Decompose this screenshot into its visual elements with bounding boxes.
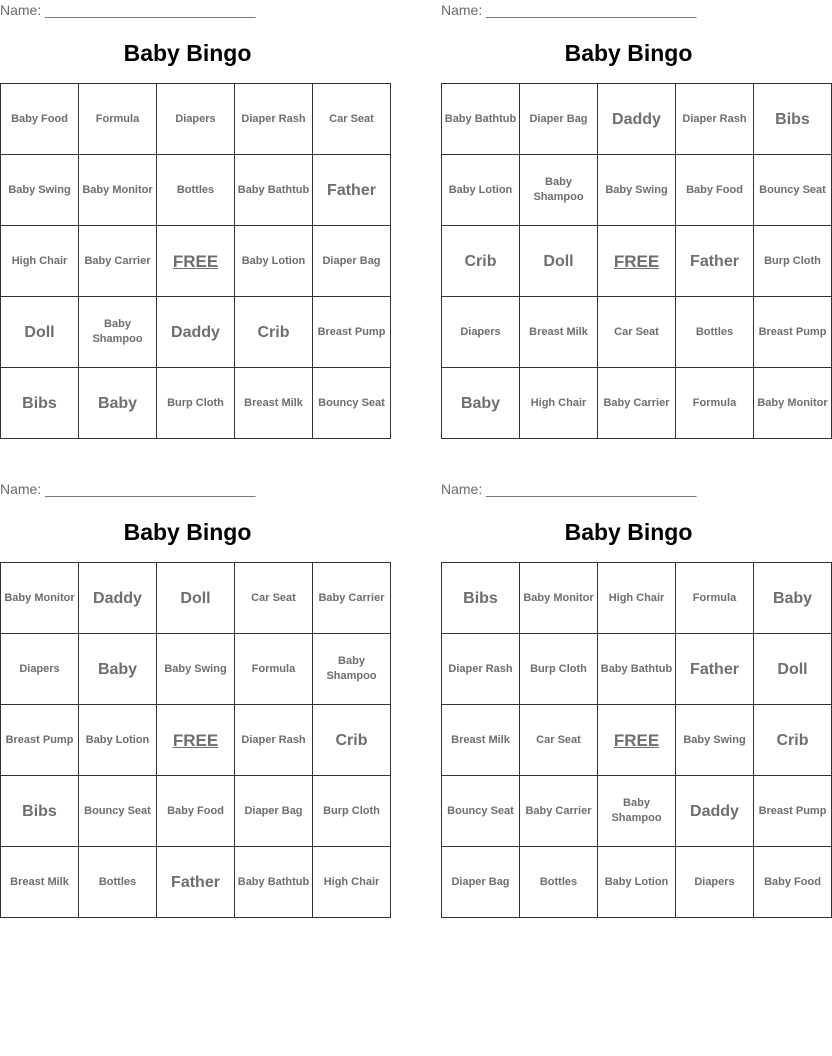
bingo-cell: Formula	[676, 368, 754, 439]
bingo-cell: Formula	[676, 563, 754, 634]
bingo-row	[442, 84, 832, 155]
bingo-row	[1, 847, 391, 918]
bingo-cell: Baby Monitor	[754, 368, 832, 439]
bingo-cell: Breast Milk	[1, 847, 79, 918]
bingo-cell: Bouncy Seat	[313, 368, 391, 439]
bingo-grid	[441, 83, 832, 439]
bingo-cell: Breast Milk	[520, 297, 598, 368]
name-blank[interactable]: ___________________________	[45, 2, 256, 18]
bingo-cell: Breast Pump	[313, 297, 391, 368]
name-field[interactable]	[0, 2, 255, 18]
name-label: Name:	[441, 481, 483, 497]
bingo-cell: Father	[676, 634, 754, 705]
bingo-row	[1, 776, 391, 847]
bingo-cell: Doll	[754, 634, 832, 705]
bingo-row	[442, 297, 832, 368]
name-label: Name:	[0, 2, 42, 18]
bingo-cell: Baby Carrier	[598, 368, 676, 439]
bingo-cell: Burp Cloth	[754, 226, 832, 297]
bingo-cell: Daddy	[598, 84, 676, 155]
name-field[interactable]	[441, 481, 696, 497]
bingo-cell: Crib	[235, 297, 313, 368]
bingo-cell: Baby Swing	[598, 155, 676, 226]
bingo-cell: Bibs	[1, 368, 79, 439]
bingo-cell: Bibs	[754, 84, 832, 155]
bingo-cell: Crib	[754, 705, 832, 776]
bingo-cell: Bouncy Seat	[79, 776, 157, 847]
bingo-cell: Baby Lotion	[79, 705, 157, 776]
bingo-cell: Father	[157, 847, 235, 918]
bingo-cell: Diapers	[442, 297, 520, 368]
bingo-row	[1, 634, 391, 705]
free-space-cell: FREE	[598, 705, 676, 776]
name-field[interactable]	[0, 481, 255, 497]
bingo-cell: Diapers	[157, 84, 235, 155]
bingo-grid	[0, 562, 391, 918]
bingo-cell: High Chair	[520, 368, 598, 439]
bingo-cell: Diapers	[676, 847, 754, 918]
bingo-cell: Breast Pump	[1, 705, 79, 776]
bingo-cell: Baby Monitor	[79, 155, 157, 226]
name-field[interactable]	[441, 2, 696, 18]
bingo-cell: Baby Bathtub	[235, 155, 313, 226]
bingo-cell: Baby	[79, 634, 157, 705]
bingo-cell: Baby Bathtub	[235, 847, 313, 918]
bingo-cell: Baby Food	[157, 776, 235, 847]
bingo-cell: Bibs	[442, 563, 520, 634]
bingo-row	[1, 226, 391, 297]
bingo-cell: Baby	[442, 368, 520, 439]
bingo-cell: Baby Lotion	[598, 847, 676, 918]
bingo-grid	[441, 562, 832, 918]
bingo-cell: Formula	[235, 634, 313, 705]
name-label: Name:	[441, 2, 483, 18]
bingo-cell: Daddy	[157, 297, 235, 368]
bingo-cell: Breast Milk	[235, 368, 313, 439]
bingo-cell: Baby Shampoo	[520, 155, 598, 226]
bingo-grid	[0, 83, 391, 439]
bingo-cell: Baby Carrier	[79, 226, 157, 297]
bingo-card-4	[441, 479, 827, 915]
bingo-cell: Diaper Bag	[235, 776, 313, 847]
bingo-cell: Crib	[442, 226, 520, 297]
free-space-cell: FREE	[598, 226, 676, 297]
bingo-cell: High Chair	[1, 226, 79, 297]
bingo-cell: Baby Shampoo	[313, 634, 391, 705]
bingo-cell: Bouncy Seat	[442, 776, 520, 847]
bingo-cell: Father	[676, 226, 754, 297]
bingo-card-3	[0, 479, 385, 915]
bingo-row	[442, 368, 832, 439]
bingo-cell: Doll	[520, 226, 598, 297]
bingo-row	[1, 563, 391, 634]
bingo-cell: Burp Cloth	[313, 776, 391, 847]
bingo-cell: Diaper Rash	[235, 705, 313, 776]
bingo-cell: Diaper Bag	[520, 84, 598, 155]
bingo-cell: Baby Swing	[157, 634, 235, 705]
bingo-cell: Baby Monitor	[1, 563, 79, 634]
bingo-cell: Baby Monitor	[520, 563, 598, 634]
free-space-cell: FREE	[157, 705, 235, 776]
name-blank[interactable]: ___________________________	[486, 481, 697, 497]
bingo-cell: Baby Carrier	[313, 563, 391, 634]
bingo-cell: Diaper Bag	[313, 226, 391, 297]
bingo-cell: Diaper Bag	[442, 847, 520, 918]
bingo-cell: Baby	[79, 368, 157, 439]
bingo-cell: Bibs	[1, 776, 79, 847]
bingo-row	[1, 84, 391, 155]
bingo-row	[1, 297, 391, 368]
bingo-cell: Diaper Rash	[442, 634, 520, 705]
bingo-cell: Breast Milk	[442, 705, 520, 776]
card-title: Baby Bingo	[123, 40, 252, 66]
bingo-cell: Baby	[754, 563, 832, 634]
bingo-cell: Diaper Rash	[235, 84, 313, 155]
bingo-row	[442, 634, 832, 705]
bingo-row	[442, 705, 832, 776]
bingo-cell: High Chair	[313, 847, 391, 918]
card-title: Baby Bingo	[564, 519, 693, 545]
bingo-row	[442, 776, 832, 847]
bingo-cell: Diapers	[1, 634, 79, 705]
bingo-cell: Bouncy Seat	[754, 155, 832, 226]
bingo-cell: Father	[313, 155, 391, 226]
bingo-cell: Baby Swing	[676, 705, 754, 776]
bingo-row	[1, 155, 391, 226]
bingo-cell: Bottles	[157, 155, 235, 226]
free-space-cell: FREE	[157, 226, 235, 297]
bingo-cell: Burp Cloth	[157, 368, 235, 439]
bingo-cell: Breast Pump	[754, 297, 832, 368]
bingo-row	[442, 226, 832, 297]
bingo-cell: Baby Food	[754, 847, 832, 918]
bingo-row	[442, 155, 832, 226]
name-label: Name:	[0, 481, 42, 497]
bingo-cell: Baby Carrier	[520, 776, 598, 847]
bingo-cell: Baby Shampoo	[598, 776, 676, 847]
bingo-cell: Baby Lotion	[442, 155, 520, 226]
bingo-cell: Car Seat	[598, 297, 676, 368]
bingo-cell: Bottles	[520, 847, 598, 918]
bingo-cell: Baby Lotion	[235, 226, 313, 297]
bingo-cell: Doll	[157, 563, 235, 634]
bingo-cell: Doll	[1, 297, 79, 368]
bingo-row	[1, 368, 391, 439]
bingo-cell: Baby Shampoo	[79, 297, 157, 368]
bingo-cell: Bottles	[79, 847, 157, 918]
bingo-cell: Bottles	[676, 297, 754, 368]
bingo-row	[442, 563, 832, 634]
bingo-cell: Car Seat	[235, 563, 313, 634]
bingo-cell: Formula	[79, 84, 157, 155]
bingo-cell: Baby Food	[1, 84, 79, 155]
bingo-cell: Baby Bathtub	[442, 84, 520, 155]
bingo-row	[442, 847, 832, 918]
bingo-cell: Baby Bathtub	[598, 634, 676, 705]
bingo-cell: Baby Food	[676, 155, 754, 226]
bingo-cell: Breast Pump	[754, 776, 832, 847]
bingo-cell: Daddy	[676, 776, 754, 847]
bingo-card-2	[441, 0, 828, 436]
bingo-cell: Diaper Rash	[676, 84, 754, 155]
bingo-cell: Car Seat	[520, 705, 598, 776]
card-title: Baby Bingo	[123, 519, 252, 545]
bingo-cell: Daddy	[79, 563, 157, 634]
name-blank[interactable]: ___________________________	[45, 481, 256, 497]
bingo-cell: Burp Cloth	[520, 634, 598, 705]
name-blank[interactable]: ___________________________	[486, 2, 697, 18]
bingo-cell: Car Seat	[313, 84, 391, 155]
bingo-cell: Baby Swing	[1, 155, 79, 226]
bingo-cell: Crib	[313, 705, 391, 776]
bingo-row	[1, 705, 391, 776]
bingo-card-1	[0, 0, 386, 436]
card-title: Baby Bingo	[564, 40, 693, 66]
bingo-cell: High Chair	[598, 563, 676, 634]
